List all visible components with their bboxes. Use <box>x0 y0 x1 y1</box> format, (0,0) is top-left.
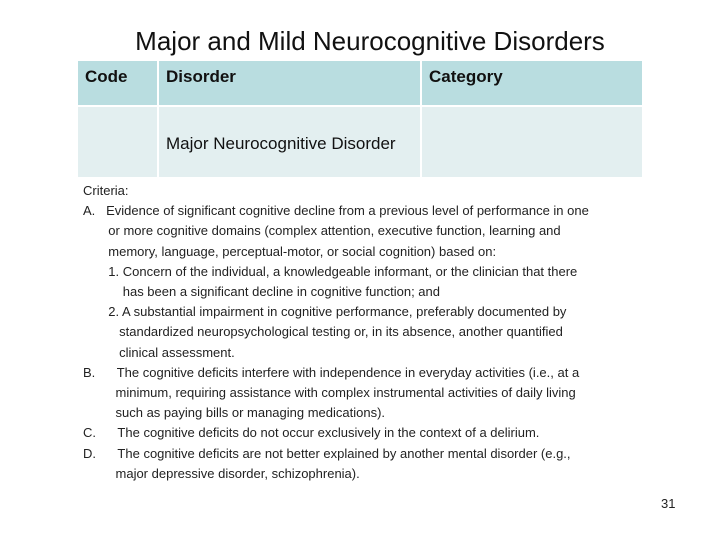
cell-category <box>421 106 643 178</box>
criteria-line: minimum, requiring assistance with complex instrumental activities of daily living <box>83 385 576 401</box>
cell-code-value <box>78 107 157 134</box>
criteria-line: A. Evidence of significant cognitive decline from a previous level of performance in one <box>83 203 589 219</box>
cell-code <box>77 106 158 178</box>
criteria-line: B. The cognitive deficits interfere with independence in everyday activities (i.e., at a <box>83 364 580 380</box>
header-category <box>421 60 643 106</box>
criteria-text <box>83 181 663 484</box>
criteria-line: standardized neuropsychological testing or, in its absence, another quantified <box>83 324 563 340</box>
criteria-line: clinical assessment. <box>83 344 235 360</box>
header-category-label: Category <box>429 67 503 86</box>
criteria-line: D. The cognitive deficits are not better explained by another mental disorder (e.g., <box>83 445 571 461</box>
cell-category-value <box>422 107 642 134</box>
page-number: 31 <box>661 496 676 511</box>
disorder-table <box>76 59 644 179</box>
header-code-label: Code <box>85 67 128 86</box>
criteria-line: memory, language, perceptual-motor, or social cognition) based on: <box>83 243 497 259</box>
slide-title: Major and Mild Neurocognitive Disorders <box>135 26 605 56</box>
criteria-line: major depressive disorder, schizophrenia). <box>83 465 360 481</box>
criteria-line: or more cognitive domains (complex attention, executive function, learning and <box>83 223 561 239</box>
criteria-line: Criteria: <box>83 183 129 198</box>
criteria-line: 2. A substantial impairment in cognitive performance, preferably documented by <box>83 304 567 320</box>
table-header-row <box>77 60 643 106</box>
criteria-line: C. The cognitive deficits do not occur exclusively in the context of a delirium. <box>83 425 540 441</box>
header-disorder <box>158 60 421 106</box>
header-disorder-label: Disorder <box>166 67 236 86</box>
criteria-line: 1. Concern of the individual, a knowledgeable informant, or the clinician that there <box>83 263 578 279</box>
criteria-line: such as paying bills or managing medications). <box>83 405 386 421</box>
cell-disorder-value: Major Neurocognitive Disorder <box>166 134 396 153</box>
header-code <box>77 60 158 106</box>
criteria-line: has been a significant decline in cognitive function; and <box>83 284 440 300</box>
cell-disorder <box>158 106 421 178</box>
table-row <box>77 106 643 178</box>
